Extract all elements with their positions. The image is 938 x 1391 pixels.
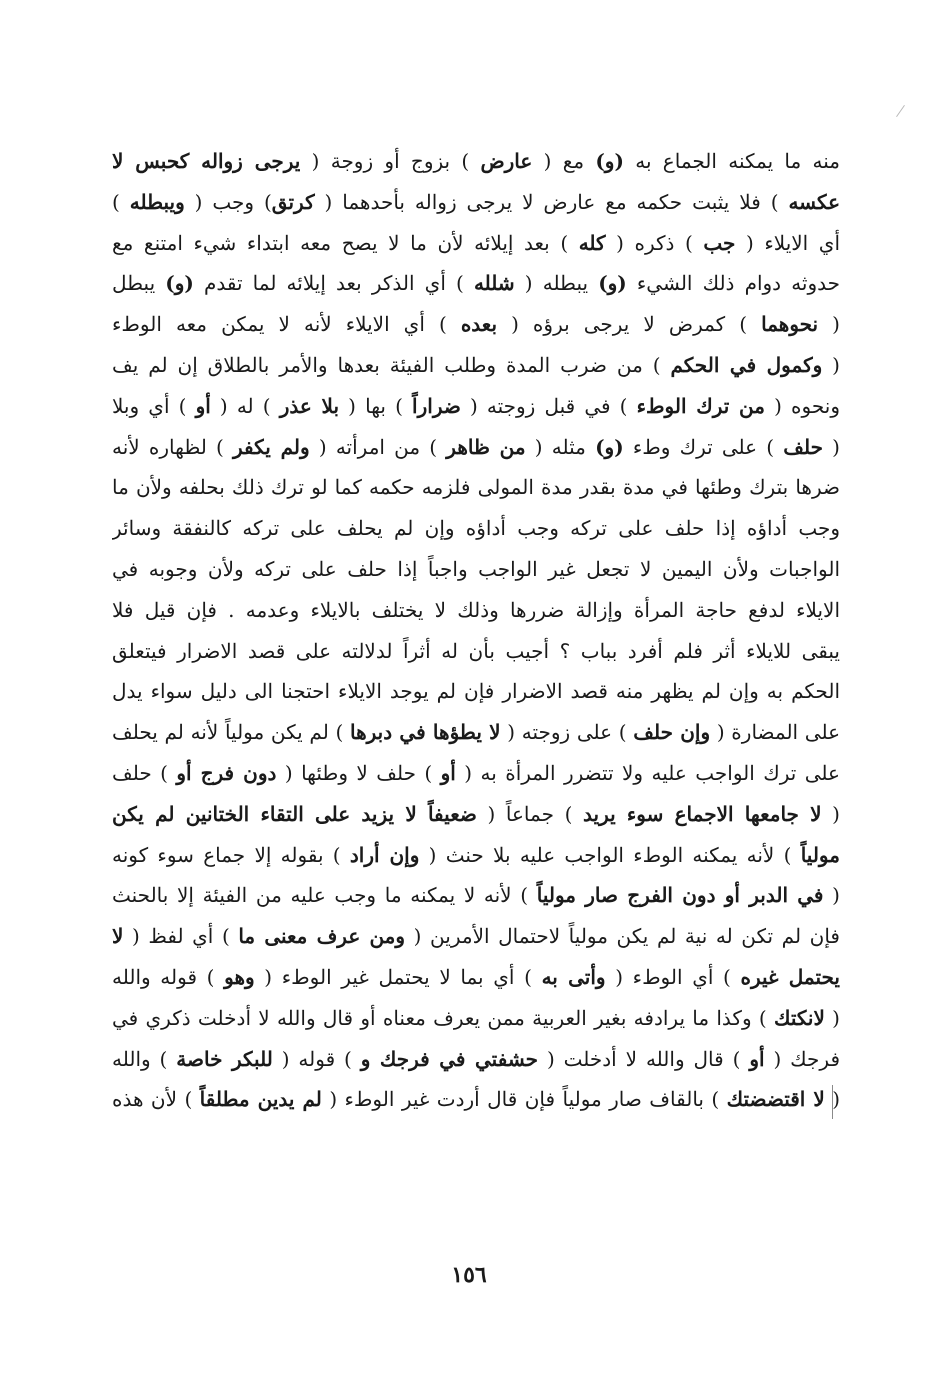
text-line bbox=[112, 427, 840, 468]
bold-term: لا bbox=[112, 924, 124, 949]
text-run: ) حلف bbox=[112, 760, 177, 785]
text-run: ) في قبل زوجته ( bbox=[460, 393, 637, 418]
bold-term: للبكر خاصة bbox=[176, 1046, 273, 1071]
text-run: ونحوه ( bbox=[765, 393, 840, 418]
text-run: حدوثه دوام ذلك الشيء bbox=[626, 271, 840, 296]
text-run: ) أي لفظ ( bbox=[123, 924, 239, 949]
text-run: مثله ( bbox=[525, 434, 596, 459]
bold-term: لا اقتضضتك bbox=[726, 1087, 825, 1112]
text-line bbox=[112, 386, 840, 427]
text-run: ) على زوجته ( bbox=[500, 720, 634, 745]
text-run: ( bbox=[822, 434, 840, 459]
bold-term: كرتق bbox=[271, 189, 315, 214]
text-run: ( bbox=[821, 801, 840, 826]
text-line bbox=[112, 835, 840, 876]
text-run: ) أي الذكر بعد إيلائه لما تقدم bbox=[193, 271, 474, 296]
text-run: الحكم به وإن لم يظهر منه قصد الاضرار فإن لم يوجد الايلاء احتجنا الى دليل سواء يدل bbox=[112, 679, 840, 704]
bold-term: ويبطله bbox=[129, 189, 185, 214]
text-line bbox=[112, 916, 840, 957]
text-line bbox=[112, 345, 840, 386]
page-number: ١٥٦ bbox=[451, 1262, 487, 1288]
text-line bbox=[112, 794, 840, 835]
text-run: ) على ترك وطء bbox=[623, 434, 784, 459]
text-line bbox=[112, 590, 840, 631]
text-run: ) أي بما لا يحتمل غير الوطء ( bbox=[254, 964, 542, 989]
text-run: على المضارة ( bbox=[710, 720, 840, 745]
bold-term: وإن أراد bbox=[349, 842, 420, 867]
text-run: الايلاء لدفع حاجة المرأة وإزالة ضررها وذلك لا يختلف بالايلاء وعدمه . فإن قيل فلا bbox=[112, 597, 840, 622]
bold-term: عارض bbox=[480, 149, 533, 173]
bold-term: حشفتي في فرجك و bbox=[360, 1046, 539, 1071]
bold-term: من ترك الوطء bbox=[636, 393, 765, 418]
bold-term: ضراراً bbox=[412, 393, 461, 418]
text-run: ) له ( bbox=[210, 393, 280, 418]
bold-term: عكسه bbox=[788, 189, 840, 214]
bold-term: (و) bbox=[595, 434, 624, 459]
text-run: فإن لم تكن له نية لم يكن مولياً لاحتمال الأمرين ( bbox=[405, 924, 840, 949]
text-run: ) بزوج أو زوجة ( bbox=[300, 149, 481, 173]
text-run: ) والله bbox=[112, 1046, 177, 1071]
bold-term: أو bbox=[440, 760, 456, 785]
text-run: ( bbox=[818, 312, 840, 337]
bold-term: وكمول في الحكم bbox=[670, 352, 823, 377]
text-run: ) جماعاً ( bbox=[476, 801, 583, 826]
text-run: الواجبات ولأن اليمين لا تجعل غير الواجب واجباً إذا حلف على تركه ولأن وجوبه في bbox=[112, 556, 840, 581]
text-line bbox=[112, 549, 840, 590]
text-line bbox=[112, 182, 840, 223]
text-run: ) حلف لا وطئها ( bbox=[276, 760, 441, 785]
text-run: ضرها بترك وطئها في مدة بقدر مدة المولى فلزمه حكمه كما لو ترك ذلك بحلفه ولأن ما bbox=[112, 475, 840, 500]
text-line bbox=[112, 753, 840, 794]
text-line bbox=[112, 1079, 840, 1120]
bold-term: دون فرج أو bbox=[176, 760, 277, 785]
text-run: ) لأنه لا يمكنه ما وجب عليه من الفيئة إلا بالحنث bbox=[112, 883, 537, 908]
text-run: ) من امرأته ( bbox=[309, 434, 447, 459]
bold-term: (و) bbox=[598, 271, 627, 296]
bold-term: لم يدين مطلقاً bbox=[199, 1087, 322, 1112]
bold-term: جب bbox=[703, 230, 736, 255]
text-run: يبقى للايلاء أثر فلم أفرد بباب ؟ أجيب بأن له أثراً لدلالته على قصد الاضرار فيتعلق bbox=[112, 638, 840, 663]
text-run: ) بقوله إلا جماع سوء كونه bbox=[112, 842, 350, 867]
text-line bbox=[112, 998, 840, 1039]
text-line bbox=[112, 671, 840, 712]
bold-term: لا جامعها الاجماع سوء يريد bbox=[583, 801, 822, 826]
bold-term: وإن حلف bbox=[633, 720, 711, 745]
text-run: وجب أداؤه إذا حلف على تركه وجب أداؤه وإن لم يحلف على تركه كالنفقة وسائر bbox=[112, 516, 840, 541]
bold-term: بعده bbox=[460, 312, 498, 337]
text-run: ) كمرض لا يرجى برؤه ( bbox=[497, 312, 762, 337]
bold-term: بلا عذر bbox=[279, 393, 340, 418]
text-line bbox=[112, 1039, 840, 1080]
bold-term: كله bbox=[578, 230, 606, 255]
text-run: ) وكذا ما يرادفه بغير العربية ممن يعرف معناه أو قال والله لا أدخلت ذكري في bbox=[112, 1005, 774, 1030]
text-run: ) أي الايلاء لأنه لا يمكن معه الوطء bbox=[112, 312, 461, 337]
bold-term: شلله bbox=[473, 271, 515, 296]
text-run: ) ذكره ( bbox=[605, 230, 704, 255]
text-run: مع ( bbox=[532, 149, 596, 173]
text-run: ) وجب ( bbox=[184, 189, 272, 214]
text-run: ) لم يكن مولياً لأنه لم يحلف bbox=[112, 720, 350, 745]
text-run: ) bbox=[112, 189, 130, 214]
text-line bbox=[112, 141, 840, 182]
text-run: ) بعد إيلائه لأن ما لا يصح معه ابتداء شيء امتنع مع bbox=[112, 230, 579, 255]
text-line bbox=[112, 304, 840, 345]
bold-term: ومن عرف معنى ما bbox=[238, 924, 406, 949]
text-line bbox=[112, 712, 840, 753]
bold-term: (و) bbox=[165, 271, 194, 296]
bold-term: أو bbox=[749, 1046, 765, 1071]
text-run: ) من ضرب المدة وطلب الفيئة بعدها والأمر بالطلاق إن لم يف bbox=[112, 352, 671, 377]
bold-term: وأتى به bbox=[541, 964, 606, 989]
text-line bbox=[112, 467, 840, 508]
text-run: ( bbox=[824, 1087, 840, 1112]
text-run: ( bbox=[822, 352, 840, 377]
text-line bbox=[112, 875, 840, 916]
bold-term: ضعيفاً لا يزيد على التقاء الختانين لم يكن bbox=[112, 801, 477, 826]
text-run: ( bbox=[823, 883, 840, 908]
bold-term: في الدبر أو دون الفرج صار مولياً bbox=[536, 883, 824, 908]
bold-term: لا يطؤها في دبرها bbox=[349, 720, 501, 745]
text-run: ) بالقاف صار مولياً فإن قال أردت غير الوطء ( bbox=[321, 1087, 727, 1112]
bold-term: حلف bbox=[783, 434, 823, 459]
text-run: فرجك ( bbox=[764, 1046, 840, 1071]
bold-term: يرجى زواله كحبس لا bbox=[112, 149, 301, 173]
bold-term: مولياً bbox=[800, 842, 840, 867]
text-run: على ترك الواجب عليه ولا تتضرر المرأة به ( bbox=[455, 760, 840, 785]
text-line bbox=[112, 957, 840, 998]
scan-speck bbox=[896, 105, 905, 117]
text-run: ) قوله ( bbox=[272, 1046, 361, 1071]
text-run: ) فلا يثبت حكمه مع عارض لا يرجى زواله بأحدهما ( bbox=[314, 189, 789, 214]
bold-term: وهو bbox=[224, 964, 255, 989]
text-run: أي الايلاء ( bbox=[735, 230, 840, 255]
text-line bbox=[112, 508, 840, 549]
text-run: ) لأن هذه bbox=[112, 1087, 200, 1112]
text-run: يبطله ( bbox=[514, 271, 599, 296]
text-run: يبطل bbox=[112, 271, 166, 296]
text-run: ) بها ( bbox=[339, 393, 413, 418]
bold-term: يحتمل غيره bbox=[740, 964, 840, 989]
text-run: ) أي وبلا bbox=[112, 393, 196, 418]
text-line bbox=[112, 631, 840, 672]
text-run: ) قوله والله bbox=[112, 964, 225, 989]
bold-term: نحوهما bbox=[761, 312, 819, 337]
text-run: ) لأنه يمكنه الوطء الواجب عليه بلا حنث ( bbox=[419, 842, 801, 867]
bold-term: أو bbox=[195, 393, 211, 418]
bold-term: لانكتك bbox=[773, 1005, 825, 1030]
bold-term: (و) bbox=[595, 149, 624, 173]
text-run: ( bbox=[824, 1005, 840, 1030]
text-run: ) لظهاره لأنه bbox=[112, 434, 234, 459]
text-line bbox=[112, 263, 840, 304]
bold-term: ولم يكفر bbox=[233, 434, 310, 459]
text-line bbox=[112, 223, 840, 264]
text-run: منه ما يمكنه الجماع به bbox=[623, 149, 840, 173]
text-run: ) أي الوطء ( bbox=[605, 964, 741, 989]
bold-term: من ظاهر bbox=[446, 434, 526, 459]
body-text bbox=[112, 141, 840, 1120]
text-run: ) قال والله لا أدخلت ( bbox=[538, 1046, 750, 1071]
